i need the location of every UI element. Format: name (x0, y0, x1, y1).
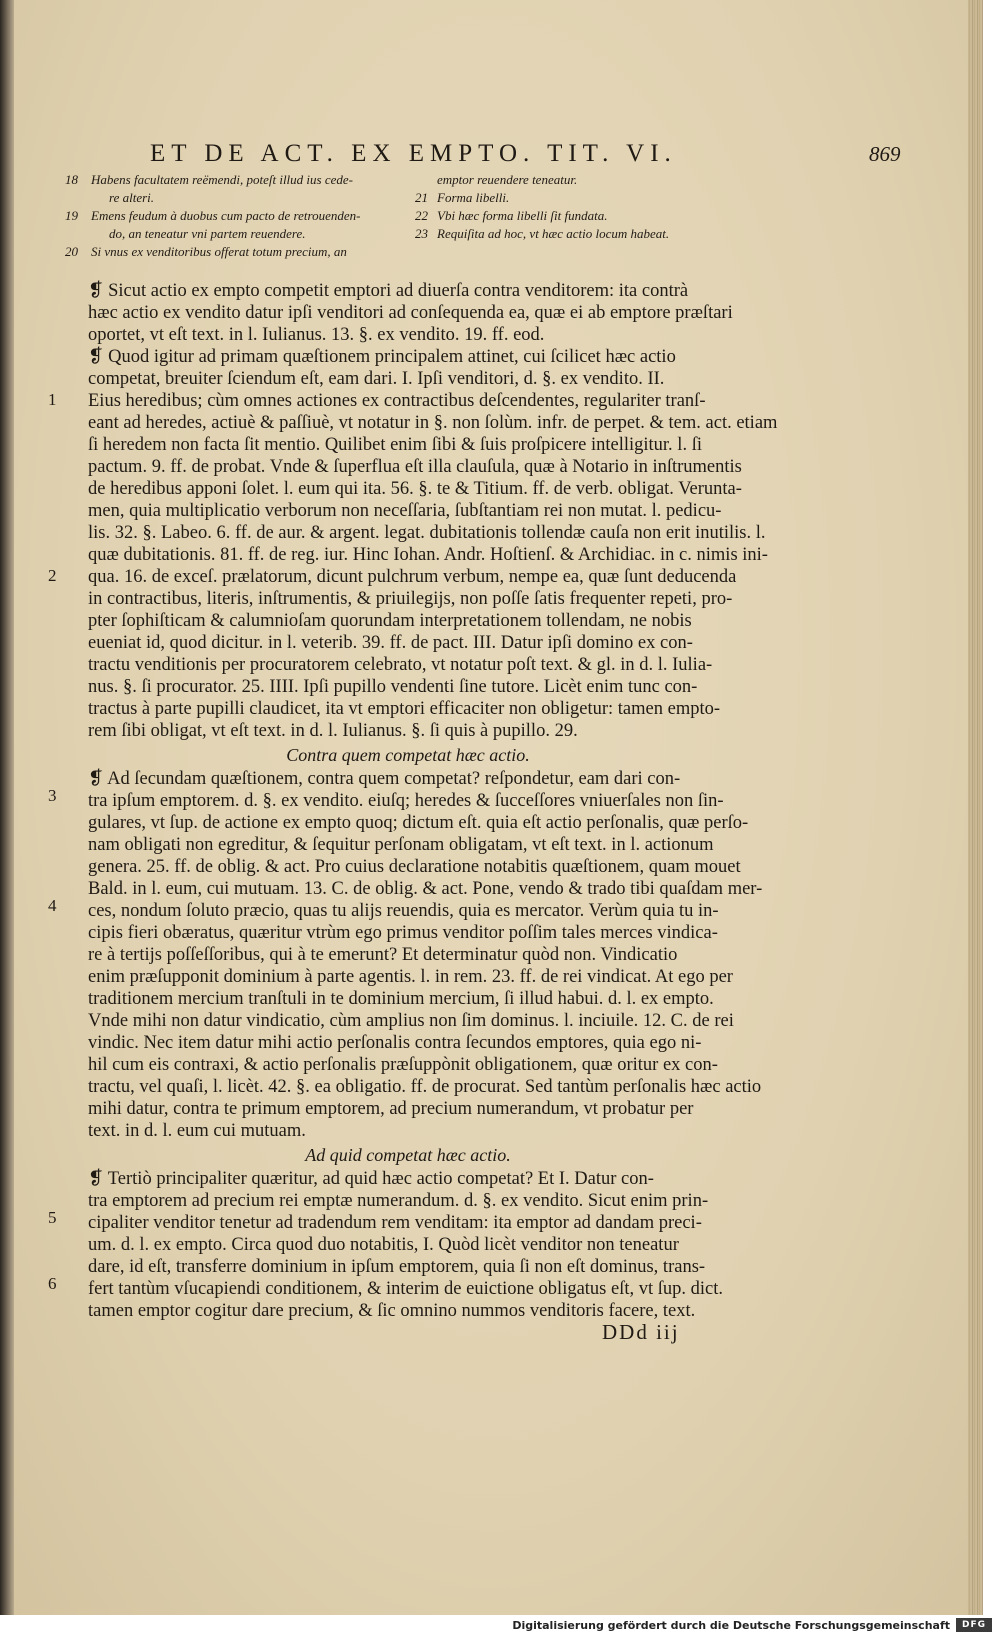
text-line: nam obligati non egreditur, & ſequitur perſonam obligatam, vt eſt text. in l. actionum (88, 835, 714, 855)
text-line: dare, id eſt, transferre dominium in ipſum emptorem, quia ſi non eſt dominus, trans- (88, 1257, 706, 1277)
margin-number: 6 (48, 1274, 57, 1293)
summary-text: Habens facultatem reëmendi, poteſt illud ius cede- (91, 172, 353, 187)
summary-list-left (65, 171, 435, 261)
text-line: nus. §. ſi procurator. 25. IIII. Ipſi pupillo vendenti ſine tutore. Licèt enim tunc con- (88, 677, 698, 697)
text-line: tra emptorem ad precium rei emptæ numerandum. d. §. ex vendito. Sicut enim prin- (88, 1191, 709, 1211)
margin-number: 4 (48, 896, 57, 915)
text-line: eant ad heredes, actiuè & paſſiuè, vt notatur in §. non ſolùm. infr. de perpet. & tem. act. etiam (88, 413, 778, 433)
text-line: ❡ Tertiò principaliter quæritur, ad quid hæc actio competat? Et I. Datur con- (88, 1169, 654, 1189)
main-text (88, 280, 928, 1322)
text-line: qua. 16. de exceſ. prælatorum, dicunt pulchrum verbum, nempe ea, quæ ſunt deducenda (88, 567, 737, 587)
text-line: lis. 32. §. Labeo. 6. ff. de aur. & argent. legat. dubitationis tollendæ cauſa non erit inutilis. l. (88, 523, 766, 543)
text-line: tractu venditionis per procuratorem celebrato, vt notatur poſt text. & gl. in d. l. Iulia- (88, 655, 713, 675)
text-line: de heredibus apponi ſolet. l. eum qui ita. 56. §. te & Titium. ff. de verb. obligat. Veruntа- (88, 479, 742, 499)
summary-item (65, 243, 435, 261)
margin-number: 5 (48, 1208, 57, 1227)
summary-item (65, 189, 435, 207)
summary-item (415, 171, 715, 189)
text-line: um. d. l. ex empto. Circa quod duo notabitis, I. Quòd licèt venditor non teneatur (88, 1235, 679, 1255)
summary-item (415, 189, 715, 207)
summary-item (415, 225, 715, 243)
margin-number: 2 (48, 566, 57, 585)
folio-number: 869 (869, 142, 901, 166)
text-line: tractu, vel quaſi, l. licèt. 42. §. ea obligatio. ff. de procurat. Sed tantùm perſonalis hæc actio (88, 1077, 762, 1097)
text-line: pactum. 9. ff. de probat. Vnde & ſuperflua eſt illa clauſula, quæ à Notario in inſtrumentis (88, 457, 742, 477)
text-line: rem ſibi obligat, vt eſt text. in d. l. Iulianus. §. ſi quis à pupillo. 29. (88, 721, 578, 741)
text-line: eueniat id, quod dicitur. in l. veterib. 39. ff. de pact. III. Datur ipſi domino ex con- (88, 633, 693, 653)
text-line: Vnde mihi non datur vindicatio, cùm amplius non ſim dominus. l. inciuile. 12. C. de rei (88, 1011, 734, 1031)
summary-text: emptor reuendere teneatur. (437, 172, 578, 187)
summary-text: Forma libelli. (437, 190, 510, 205)
text-line: quæ dubitationis. 81. ff. de reg. iur. Hinc Iohan. Andr. Hoſtienſ. & Archidiac. in c. nimis ini- (88, 545, 768, 565)
text-line: ❡ Ad ſecundam quæſtionem, contra quem competat? reſpondetur, eam dari con- (88, 769, 681, 789)
margin-number: 1 (48, 390, 57, 409)
running-head: ET DE ACT. EX EMPTO. TIT. VI. (150, 140, 677, 167)
summary-text: Si vnus ex venditoribus offerat totum precium, an (91, 244, 347, 259)
summary-item (65, 171, 435, 189)
text-line: enim præſupponit dominium à parte agentis. l. in rem. 23. ff. de rei vindicat. At ego per (88, 967, 733, 987)
margin-number: 3 (48, 786, 57, 805)
section-heading: Ad quid competat hæc actio. (305, 1145, 511, 1165)
text-line: ſi heredem non facta ſit mentio. Quilibet enim ſibi & ſuis proſpicere intelligitur. l. ſi (88, 435, 702, 455)
text-line: hæc actio ex vendito datur ipſi venditori ad conſequenda ea, quæ ei ab emptore præſtari (88, 303, 733, 323)
text-line: ❡ Sicut actio ex empto competit emptori ad diuerſa contra venditorem: ita contrà (88, 281, 689, 301)
text-line: vindic. Nec item datur mihi actio perſonalis contra ſecundos emptores, quia ego ni- (88, 1033, 702, 1053)
summary-text: Emens feudum à duobus cum pacto de retrouenden- (91, 208, 361, 223)
text-line: tractus à parte pupilli claudicet, ita vt emptori efficaciter non obligetur: tamen empto- (88, 699, 721, 719)
summary-number: 20 (65, 244, 78, 259)
dfg-logo: DFG (956, 1618, 992, 1632)
text-line: hil cum eis contraxi, & actio perſonalis præſuppònit obligationem, quæ oritur ex con- (88, 1055, 718, 1075)
text-line: oportet, vt eſt text. in l. Iulianus. 13. §. ex vendito. 19. ff. eod. (88, 325, 545, 345)
summary-number: 19 (65, 208, 78, 223)
summary-item (65, 207, 435, 225)
summary-list-right (415, 171, 715, 243)
text-line: gulares, vt ſup. de actione ex empto quoq; dictum eſt. quia eſt actio perſonalis, quæ perſo- (88, 813, 749, 833)
text-line: ces, nondum ſoluto præcio, quas tu alijs reuendis, quia es mercator. Verùm quia tu in- (88, 901, 719, 921)
text-line: cipis fieri obæratus, quæritur vtrùm ego primus venditor poſſim tales merces vindica- (88, 923, 718, 943)
summary-number: 18 (65, 172, 78, 187)
summary-text: Requiſita ad hoc, vt hæc actio locum habeat. (437, 226, 670, 241)
text-line: pter ſophiſticam & calumnioſam quorundam interpretationem tollendam, ne nobis (88, 611, 692, 631)
text-line: mihi datur, contra te primum emptorem, ad precium numerandum, vt probatur per (88, 1099, 694, 1119)
text-line: text. in d. l. eum cui mutuam. (88, 1121, 306, 1141)
text-line: tamen emptor cogitur dare precium, & ſic omnino nummos venditoris facere, text. (88, 1301, 696, 1321)
text-line: in contractibus, literis, inſtrumentis, & priuilegijs, non poſſe ſatis frequenter repeti, pro- (88, 589, 733, 609)
text-line: Eius heredibus; cùm omnes actiones ex contractibus deſcendentes, regulariter tranſ- (88, 391, 706, 411)
text-line: ❡ Quod igitur ad primam quæſtionem principalem attinet, cui ſcilicet hæc actio (88, 347, 676, 367)
summary-number: 23 (415, 226, 428, 241)
summary-item (65, 225, 435, 243)
text-line: competat, breuiter ſciendum eſt, eam dari. I. Ipſi venditori, d. §. ex vendito. II. (88, 369, 665, 389)
text-line: men, quia multiplicatio verborum non neceſſaria, ſubſtantiam rei non mutat. l. pedicu- (88, 501, 722, 521)
text-line: fert tantùm vſucapiendi conditionem, & interim de euictione obligatus eſt, vt ſup. dict. (88, 1279, 724, 1299)
summary-number: 22 (415, 208, 428, 223)
summary-item (415, 207, 715, 225)
summary-number: 21 (415, 190, 428, 205)
text-line: cipaliter venditor tenetur ad tradendum rem venditam: ita emptor ad dandam preci- (88, 1213, 702, 1233)
text-line: re à tertijs poſſeſſoribus, qui à te emerunt? Et determinatur quòd non. Vindicatio (88, 945, 678, 965)
text-line: Bald. in l. eum, cui mutuam. 13. C. de oblig. & act. Pone, vendo & trado tibi quaſdam mer- (88, 879, 763, 899)
funding-credit: Digitalisierung gefördert durch die Deutsche Forschungsgemeinschaft (512, 1619, 950, 1632)
section-heading: Contra quem competat hæc actio. (286, 745, 530, 765)
text-line: tra ipſum emptorem. d. §. ex vendito. eiuſq; heredes & ſucceſſores vniuerſales non ſin- (88, 791, 724, 811)
page-edge (968, 0, 983, 1615)
signature-mark: DDd iij (602, 1320, 680, 1344)
text-line: traditionem mercium tranſtuli in te dominium mercium, ſi illud habui. d. l. ex empto. (88, 989, 714, 1009)
summary-text: re alteri. (109, 190, 155, 205)
text-line: genera. 25. ff. de oblig. & act. Pro cuius declaratione notabitis quæſtionem, quam mouet (88, 857, 741, 877)
summary-text: Vbi hæc forma libelli ſit fundata. (437, 208, 608, 223)
summary-text: do, an teneatur vni partem reuendere. (109, 226, 306, 241)
